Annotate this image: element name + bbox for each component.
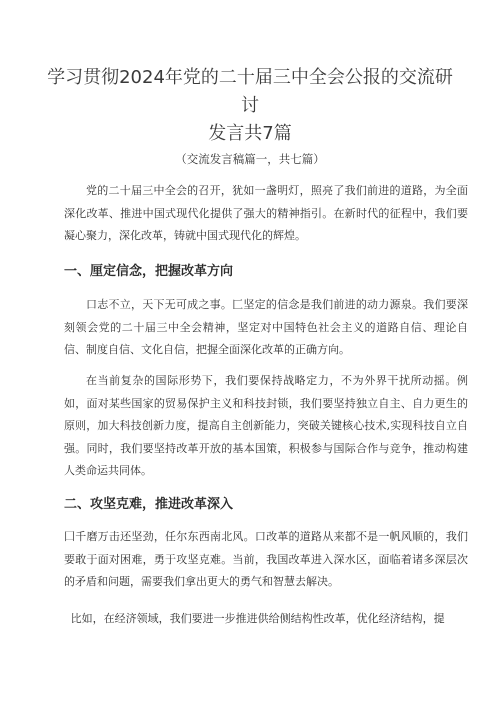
title-line-1: 学习贯彻2024年党的二十届三中全会公报的交流研讨 (47, 67, 453, 116)
section-2-heading: 二、攻坚克难，推进改革深入 (64, 497, 234, 512)
section-2-paragraph-2: 比如，在经济领域，我们要进一步推进供给侧结构性改革，优化经济结构，提 (70, 612, 445, 625)
section-1-paragraph-1: 口志不立，天下无可成之事。匚坚定的信念是我们前进的动力源泉。我们要深刻领会党的二十届三中全会精神，坚定对中国特色社会主义的道路自信、理论自信、制度自信、文化自信，把握全面深化改革的正确方向。 (64, 298, 468, 356)
document-subtitle: （交流发言稿篇一，共七篇） (175, 152, 325, 166)
section-1-paragraph-2: 在当前复杂的国际形势下，我们要保持战略定力，不为外界干扰所动摇。例如，面对某些国家的贸易保护主义和科技封锁，我们要坚持独立自主、自力更生的原则，加大科技创新力度，提高自主创新能力，突破关键核心技术,实现科技自立自强。同时，我们要坚持改革开放的基本国策，积极参与国际合作与竞争，推动构建人类命运共同体。 (64, 374, 468, 477)
intro-paragraph: 党的二十届三中全会的召开，犹如一盏明灯，照亮了我们前进的道路，为全面深化改革、推进中国式现代化提供了强大的精神指引。在新时代的征程中，我们要凝心聚力，深化改革，铸就中国式现代化的辉煌。 (64, 184, 468, 242)
title-line-2: 发言共7篇 (208, 123, 292, 144)
section-1-heading: 一、厘定信念，把握改革方向 (64, 264, 234, 279)
document-title (40, 64, 460, 148)
section-2-paragraph-1: 囗千磨万击还坚劲，任尔东西南北风。口改革的道路从来都不是一帆风顺的，我们要敢于面对困难，勇于攻坚克难。当前，我国改革进入深水区，面临着诸多深层次的矛盾和问题，需要我们拿出更大的勇气和智慧去解决。 (64, 530, 468, 588)
